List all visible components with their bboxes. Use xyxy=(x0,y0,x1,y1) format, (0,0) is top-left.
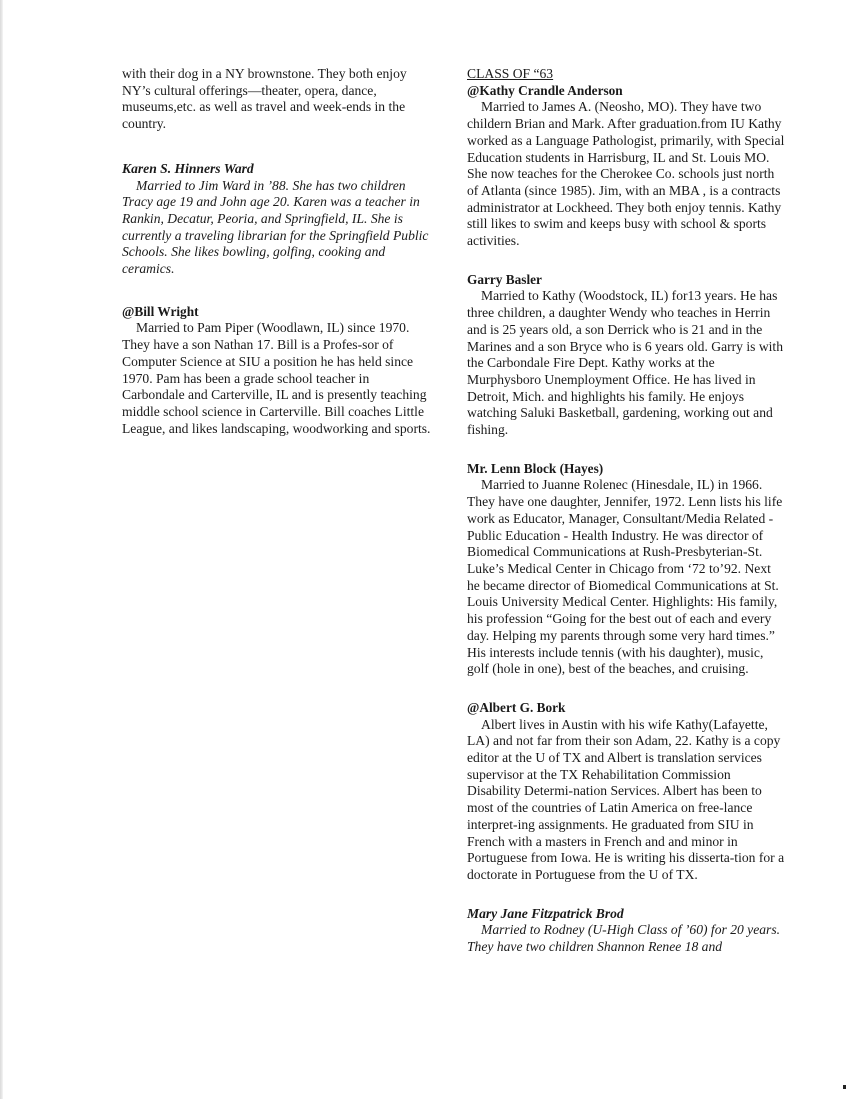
entry-name: Mr. Lenn Block (Hayes) xyxy=(467,460,604,476)
class-heading: CLASS OF “63 xyxy=(467,66,554,81)
page-edge-shadow xyxy=(0,0,3,1099)
entry-bill-wright xyxy=(122,304,434,438)
entry-body: Married to Pam Piper (Woodlawn, IL) since 1970. They have a son Nathan 17. Bill is a Profes-sor of Computer Science at SIU a position he has held since 1970. Pam has been a grade school teacher in Carbondale and Carterville, IL and is presently teaching middle school science in Carterville. Bill coaches Little League, and likes landscaping, woodworking and sports. xyxy=(122,320,431,436)
entry-name: @Kathy Crandle Anderson xyxy=(467,82,623,98)
entry-body: Married to James A. (Neosho, MO). They have two childern Brian and Mark. After graduation.from IU Kathy worked as a Language Pathologist, primarily, with Special Education students in Harrisburg, IL and St. Louis MO. She now teaches for the Cherokee Co. schools just north of Atlanta (since 1985). Jim, with an MBA , is a contracts administrator at Lockheed. They both enjoy tennis. Kathy still likes to swim and keeps busy with school & sports activities. xyxy=(467,99,785,249)
entry-lenn-block xyxy=(467,461,785,678)
entry-name: Garry Basler xyxy=(467,271,542,287)
entry-body: Married to Juanne Rolenec (Hinesdale, IL) in 1966. They have one daughter, Jennifer, 1972. Lenn lists his life work as Educator, Manager, Consultant/Media Related -Public Education - Health Industry. He was director of Biomedical Communications at Rush-Presbyterian-St. Luke’s Medical Center in Chicago from ‘72 to’92. Next he became director of Biomedical Communications at St. Louis University Medical Center. Highlights: His family, his profession “Going for the best out of each and every day. Helping my parents through some very hard times.” His interests include tennis (with his daughter), music, golf (hole in one), best of the beaches, and cruising. xyxy=(467,477,783,677)
entry-mary-jane-brod xyxy=(467,906,785,956)
right-column xyxy=(467,66,785,974)
entry-garry-basler xyxy=(467,272,785,439)
entry-name: @Albert G. Bork xyxy=(467,699,566,715)
left-column xyxy=(122,66,434,455)
entry-name: Karen S. Hinners Ward xyxy=(122,160,254,176)
entry-name: @Bill Wright xyxy=(122,303,199,319)
entry-body: Albert lives in Austin with his wife Kathy(Lafayette, LA) and not far from their son Adam, 22. Kathy is a copy editor at the U of TX and Albert is translation services supervisor at the TX Rehabilitation Commission Disability Determi-nation Services. Albert has been to most of the countries of Latin America on free-lance interpret-ing assignments. He graduated from SIU in French with a masters in French and and minor in Portuguese from Iowa. He is writing his disserta-tion for a doctorate in Portuguese from the U of TX. xyxy=(467,716,785,882)
entry-kathy-anderson xyxy=(467,83,785,250)
entry-karen-ward xyxy=(122,161,434,278)
entry-body: Married to Jim Ward in ’88. She has two children Tracy age 19 and John age 20. Karen was a teacher in Rankin, Decatur, Peoria, and Springfield, IL. She is currently a traveling librarian for the Springfield Public Schools. She likes bowling, golfing, cooking and ceramics. xyxy=(122,177,429,277)
entry-body: Married to Rodney (U-High Class of ’60) for 20 years. They have two children Shannon Renee 18 and xyxy=(467,922,781,955)
entry-body: Married to Kathy (Woodstock, IL) for13 years. He has three children, a daughter Wendy who teaches in Herrin and is 25 years old, a son Derrick who is 21 and in the Marines and a son Bryce who is 6 years old. Garry is with the Carbondale Fire Dept. Kathy works at the Murphysboro Unemployment Office. He has lived in Detroit, Mich. and highlights his family. He enjoys watching Saluki Basketball, gardening, working out and fishing. xyxy=(467,288,783,438)
scan-speck xyxy=(843,1085,846,1089)
entry-name: Mary Jane Fitzpatrick Brod xyxy=(467,905,624,921)
entry-albert-bork xyxy=(467,700,785,884)
continuation-text: with their dog in a NY brownstone. They both enjoy NY’s cultural offerings—theater, opera, dance, museums,etc. as well as travel and week-ends in the country. xyxy=(122,66,407,132)
continuation-entry xyxy=(122,66,434,133)
